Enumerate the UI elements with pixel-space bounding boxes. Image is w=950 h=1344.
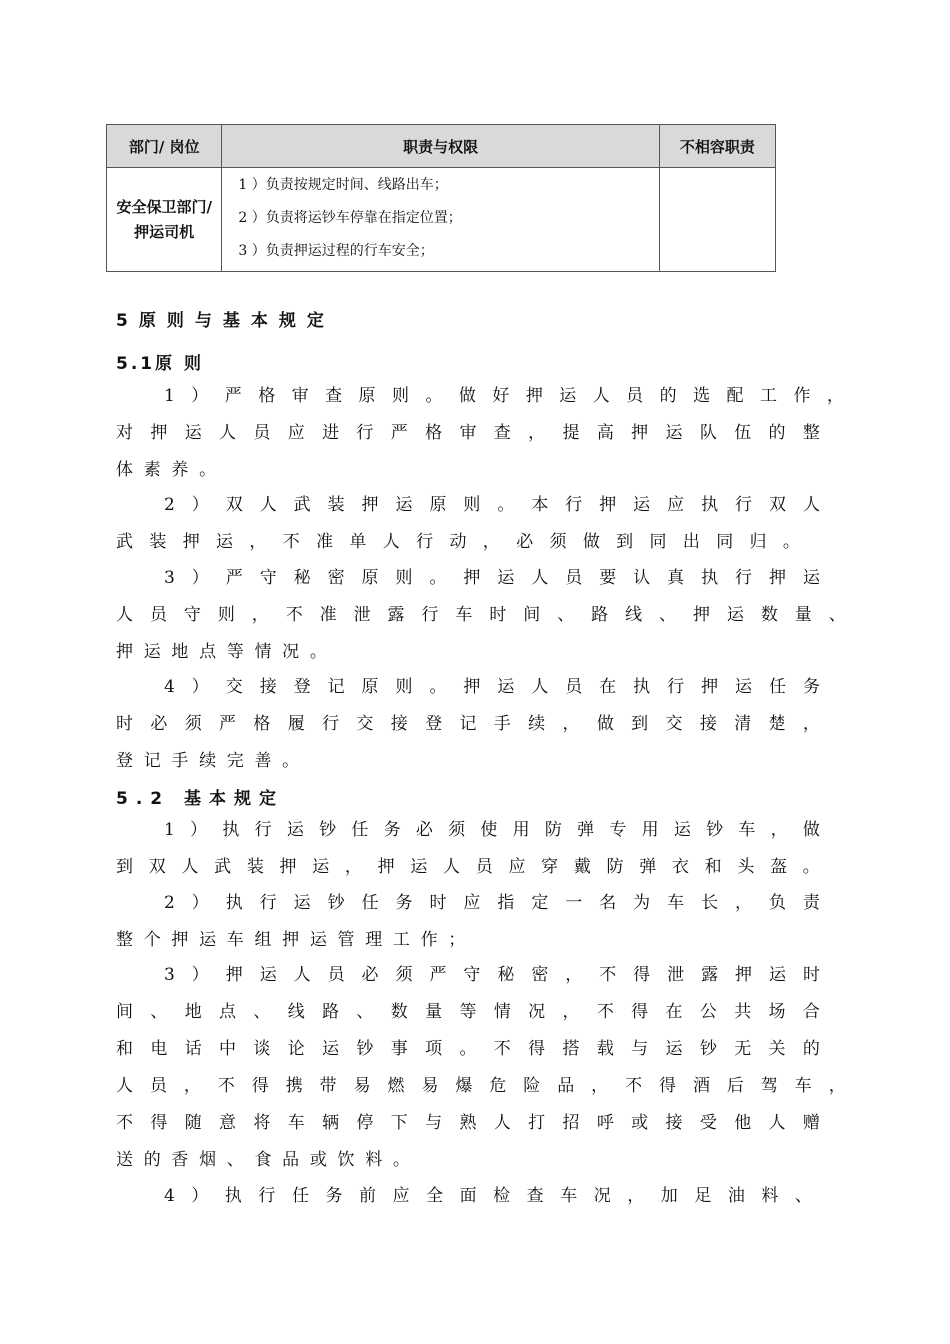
- body-line: 2 ） 执 行 运 钞 任 务 时 应 指 定 一 名 为 车 长 ， 负 责: [164, 893, 820, 913]
- section-5-heading: 5原则与基本规定: [116, 311, 335, 331]
- header-dept: 部门/ 岗位: [107, 125, 222, 168]
- body-line: 3 ） 押 运 人 员 必 须 严 守 秘 密 ， 不 得 泄 露 押 运 时: [164, 965, 820, 985]
- responsibility-table: [106, 124, 776, 272]
- body-line: 和 电 话 中 谈 论 运 钞 事 项 。 不 得 搭 载 与 运 钞 无 关 的: [116, 1039, 820, 1059]
- table-header-row: [107, 125, 776, 168]
- header-duties: 职责与权限: [222, 125, 659, 168]
- body-line: 4 ） 交 接 登 记 原 则 。 押 运 人 员 在 执 行 押 运 任 务: [164, 677, 820, 697]
- body-line: 时 必 须 严 格 履 行 交 接 登 记 手 续 ， 做 到 交 接 清 楚 ，: [116, 714, 820, 734]
- body-line: 间 、 地 点 、 线 路 、 数 量 等 情 况 ， 不 得 在 公 共 场 合: [116, 1002, 820, 1022]
- body-line: 4 ） 执 行 任 务 前 应 全 面 检 查 车 况 ， 加 足 油 料 、: [164, 1186, 812, 1206]
- duties-cell: [222, 168, 659, 272]
- dept-cell: 安全保卫部门/ 押运司机: [107, 168, 222, 272]
- body-line: 3 ） 严 守 秘 密 原 则 。 押 运 人 员 要 认 真 执 行 押 运: [164, 568, 820, 588]
- table-row: [107, 168, 776, 272]
- body-line: 登 记 手 续 完 善 。: [116, 751, 300, 771]
- duty-item: 2 ）负责将运钞车停靠在指定位置；: [238, 210, 462, 226]
- duty-item: 3 ）负责押运过程的行车安全；: [238, 243, 434, 259]
- section-5-2-heading: 5.2 基本规定: [116, 789, 285, 809]
- body-line: 送 的 香 烟 、 食 品 或 饮 料 。: [116, 1150, 410, 1170]
- body-line: 1 ） 执 行 运 钞 任 务 必 须 使 用 防 弹 专 用 运 钞 车 ， 做: [164, 820, 820, 840]
- body-line: 押 运 地 点 等 情 况 。: [116, 642, 327, 662]
- body-line: 武 装 押 运 ， 不 准 单 人 行 动 ， 必 须 做 到 同 出 同 归 。: [116, 532, 800, 552]
- incompatible-cell: [659, 168, 775, 272]
- body-line: 2 ） 双 人 武 装 押 运 原 则 。 本 行 押 运 应 执 行 双 人: [164, 495, 820, 515]
- body-line: 不 得 随 意 将 车 辆 停 下 与 熟 人 打 招 呼 或 接 受 他 人 赠: [116, 1113, 820, 1133]
- header-incompatible: 不相容职责: [659, 125, 775, 168]
- body-line: 人 员 守 则 ， 不 准 泄 露 行 车 时 间 、 路 线 、 押 运 数 量 、: [116, 605, 846, 625]
- body-line: 到 双 人 武 装 押 运 ， 押 运 人 员 应 穿 戴 防 弹 衣 和 头 盔 。: [116, 857, 820, 877]
- section-5-1-heading: 5.1原 则: [116, 354, 205, 374]
- body-line: 整 个 押 运 车 组 押 运 管 理 工 作 ；: [116, 930, 466, 950]
- body-line: 体 素 养 。: [116, 460, 217, 480]
- duty-item: 1 ）负责按规定时间、线路出车；: [238, 177, 448, 193]
- body-line: 人 员 ， 不 得 携 带 易 燃 易 爆 危 险 品 ， 不 得 酒 后 驾 车 ，: [116, 1076, 846, 1096]
- body-line: 1 ） 严 格 审 查 原 则 。 做 好 押 运 人 员 的 选 配 工 作 ，: [164, 386, 844, 406]
- body-line: 对 押 运 人 员 应 进 行 严 格 审 查 ， 提 高 押 运 队 伍 的 整: [116, 423, 820, 443]
